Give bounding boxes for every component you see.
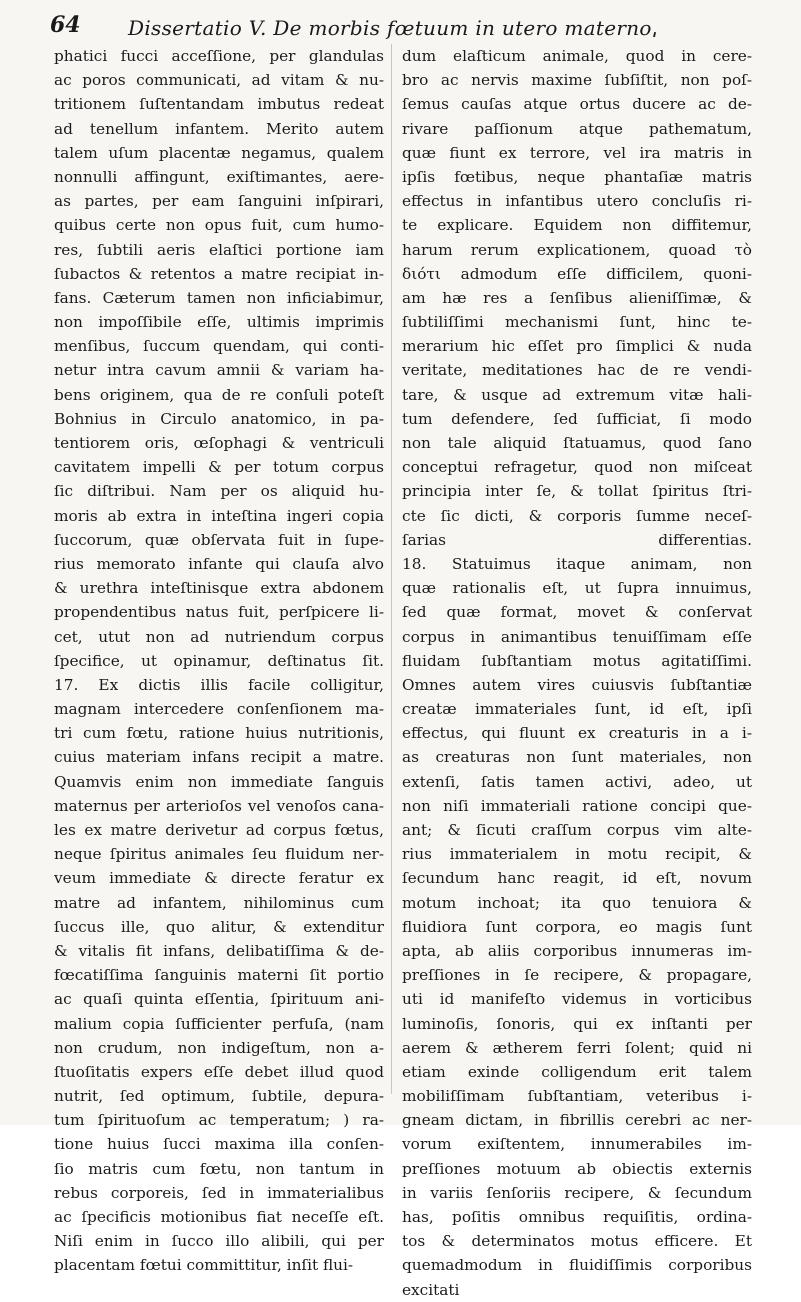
right-column — [402, 44, 752, 1302]
text-line: res, ſubtili aeris elaſtici portione iam — [54, 240, 384, 259]
left-column — [54, 44, 384, 1278]
text-line: talem uſum placentæ negamus, qualem — [54, 143, 384, 162]
text-line: veum immediate & directe feratur ex — [54, 869, 384, 888]
text-line: ſarias differentias. — [402, 530, 752, 549]
column-divider — [391, 44, 392, 1094]
text-line: malium copia ſufficienter perfuſa, (nam — [54, 1014, 384, 1033]
text-line: placentam fœtui committitur, inſit flui- — [54, 1256, 354, 1275]
text-line: corpus in animantibus tenuiſſimam eſſe — [402, 627, 752, 646]
text-line: ac quaſi quinta eſſentia, ſpirituum ani- — [54, 990, 384, 1009]
text-line: tentiorem oris, œſophagi & ventriculi — [54, 434, 384, 452]
text-line: ſubtiliſſimi mechanismi ſunt, hinc te- — [402, 313, 752, 332]
text-line: 17. Ex dictis illis facile colligitur, — [54, 675, 384, 694]
text-line: rius immaterialem in motu recipit, & — [402, 845, 752, 864]
text-line: 18. Statuimus itaque animam, non — [402, 554, 752, 573]
text-line: rivare paſſionum atque pathematum, — [402, 119, 752, 138]
text-line: cet, utut non ad nutriendum corpus — [54, 627, 384, 646]
text-line: rius memorato infante qui clauſa alvo — [54, 554, 384, 573]
text-line: principia inter ſe, & tollat ſpiritus ſtri- — [402, 482, 752, 501]
text-line: in variis ſenſoriis recipere, & ſecundum — [402, 1183, 752, 1202]
text-line: effectus, qui fluunt ex creaturis in a i- — [402, 724, 752, 743]
text-line: ad tenellum infantem. Merito autem — [54, 119, 384, 138]
text-line: & urethra inteſtinisque extra abdonem — [54, 579, 384, 598]
text-line: ſuccorum, quæ obſervata fuit in ſupe- — [54, 530, 384, 549]
text-line: ſed quæ format, movet & conſervat — [402, 603, 752, 622]
text-line: non impoſſibile eſſe, ultimis imprimis — [54, 313, 384, 332]
text-line: fluidam ſubſtantiam motus agitatiſſimi. — [402, 651, 752, 670]
text-line: tare, & usque ad extremum vitæ hali- — [402, 385, 752, 404]
text-line: uti id manifeſto videmus in vorticibus — [402, 990, 752, 1009]
text-line: cte ſic dicti, & corporis ſumme neceſ- — [402, 506, 752, 525]
text-line: fœcatiſſima ſanguinis materni ſit portio — [54, 966, 384, 985]
text-line: vorum exiſtentem, innumerabiles im- — [402, 1135, 752, 1154]
text-line: conceptui refragetur, quod non miſceat — [402, 458, 752, 477]
text-line: Omnes autem vires cuiusvis ſubſtantiæ — [402, 675, 752, 694]
text-line: phatici fucci acceſſione, per glandulas — [54, 47, 384, 65]
text-line: creatæ immateriales ſunt, id eſt, ipſi — [402, 700, 752, 719]
text-line: moris ab extra in inteſtina ingeri copia — [54, 506, 384, 525]
text-line: effectus in infantibus utero concluſis ri- — [402, 192, 752, 211]
text-line: bro ac nervis maxime ſubſiſtit, non poſ- — [402, 71, 752, 90]
text-line: Niſi enim in ſucco illo alibili, qui per — [54, 1232, 384, 1251]
text-line: ac ſpecificis motionibus fiat neceſſe eſt. — [54, 1208, 384, 1226]
text-line: non niſi immateriali ratione concipi que- — [402, 796, 752, 815]
text-line: ant; & ſicuti craſſum corpus vim alte- — [402, 821, 752, 839]
text-line: quibus certe non opus fuit, cum humo- — [54, 216, 384, 235]
text-line: preſſiones in ſe recipere, & propagare, — [402, 966, 752, 985]
text-line: rebus corporeis, ſed in immaterialibus — [54, 1183, 384, 1202]
text-line: bens originem, qua de re conſuli poteſt — [54, 385, 384, 404]
page-number: 64 — [50, 12, 81, 38]
text-line: merarium hic eſſet pro ſimplici & nuda — [402, 337, 752, 356]
text-line: διότι admodum eſſe difficilem, quoni- — [402, 264, 752, 283]
text-line: neque ſpiritus animales ſeu fluidum ner- — [54, 845, 384, 864]
text-line: te explicare. Equidem non diffitemur, — [402, 216, 752, 235]
text-line: les ex matre derivetur ad corpus fœtus, — [54, 821, 384, 839]
text-line: menſibus, ſuccum quendam, qui conti- — [54, 337, 384, 356]
page-header — [50, 12, 740, 42]
text-line: dum elaſticum animale, quod in cere- — [402, 47, 752, 65]
text-line: ſic diſtribui. Nam per os aliquid hu- — [54, 482, 384, 501]
text-line: tum defendere, ſed ſufficiat, ſi modo — [402, 409, 752, 428]
text-line: tos & determinatos motus efficere. Et — [402, 1232, 752, 1251]
text-line: fans. Cæterum tamen non inficiabimur, — [54, 288, 384, 307]
text-line: quemadmodum in fluidiſſimis corporibus — [402, 1256, 752, 1275]
text-line: cavitatem impelli & per totum corpus — [54, 458, 384, 477]
text-line: & vitalis fit infans, delibatiſſima & de- — [54, 941, 384, 960]
text-line: fluidiora ſunt corpora, eo magis ſunt — [402, 917, 752, 936]
text-line: as creaturas non ſunt materiales, non — [402, 748, 752, 767]
text-line: motum inchoat; ita quo tenuiora & — [402, 893, 752, 912]
text-line: ſtuoſitatis expers eſſe debet illud quod — [54, 1062, 384, 1081]
text-line: has, poſitis omnibus requiſitis, ordina- — [402, 1208, 752, 1226]
running-title: Dissertatio V. De morbis fœtuum in utero maternoˌ — [128, 16, 658, 40]
text-line: harum rerum explicationem, quoad τὸ — [402, 240, 752, 259]
text-line: cuius materiam infans recipit a matre. — [54, 748, 384, 767]
text-line: non crudum, non indigeſtum, non a- — [54, 1038, 384, 1057]
text-line: ſubactos & retentos a matre recipiat in- — [54, 264, 384, 283]
text-line: propendentibus natus fuit, perſpicere li- — [54, 603, 384, 622]
text-line: ſuccus ille, quo alitur, & extenditur — [54, 917, 384, 936]
text-line: Quamvis enim non immediate ſanguis — [54, 772, 384, 791]
text-line: quæ rationalis eſt, ut ſupra innuimus, — [402, 579, 752, 598]
text-line: tione huius ſucci maxima illa conſen- — [54, 1135, 384, 1154]
text-line: Bohnius in Circulo anatomico, in pa- — [54, 409, 384, 428]
text-line: extenſi, ſatis tamen activi, adeo, ut — [402, 772, 752, 791]
text-line: preſſiones motuum ab obiectis externis — [402, 1159, 752, 1178]
text-line: tritionem ſuſtentandam imbutus redeat — [54, 95, 384, 114]
text-line: etiam exinde colligendum erit talem — [402, 1062, 752, 1081]
text-line: excitati — [402, 1280, 460, 1299]
text-line: netur intra cavum amnii & variam ha- — [54, 361, 384, 380]
text-line: ſpecifice, ut opinamur, deſtinatus ſit. — [54, 651, 384, 670]
text-line: non tale aliquid ſtatuamus, quod ſano — [402, 434, 752, 452]
text-line: am hæ res a ſenſibus alieniſſimæ, & — [402, 288, 752, 307]
text-line: ſecundum hanc reagit, id eſt, novum — [402, 869, 752, 888]
text-line: magnam intercedere conſenſionem ma- — [54, 700, 384, 719]
text-line: ipſis fœtibus, neque phantaſiæ matris — [402, 167, 752, 186]
text-line: veritate, meditationes hac de re vendi- — [402, 361, 752, 380]
text-line: nonnulli affingunt, exiſtimantes, aere- — [54, 167, 384, 186]
text-line: gneam dictam, in fibrillis cerebri ac ner- — [402, 1111, 752, 1130]
text-line: tum ſpirituoſum ac temperatum; ) ra- — [54, 1111, 384, 1130]
text-line: matre ad infantem, nihilominus cum — [54, 893, 384, 912]
text-line: luminoſis, ſonoris, qui ex inſtanti per — [402, 1014, 752, 1033]
text-line: mobiliſſimam ſubſtantiam, veteribus i- — [402, 1087, 752, 1106]
text-line: quæ fiunt ex terrore, vel ira matris in — [402, 143, 752, 162]
text-line: as partes, per eam ſanguini inſpirari, — [54, 192, 384, 211]
text-line: nutrit, ſed optimum, ſubtile, depura- — [54, 1087, 384, 1106]
text-line: apta, ab aliis corporibus innumeras im- — [402, 941, 752, 960]
text-line: ſemus cauſas atque ortus ducere ac de- — [402, 95, 752, 114]
text-line: tri cum fœtu, ratione huius nutritionis, — [54, 724, 384, 743]
text-line: maternus per arterioſos vel venoſos cana- — [54, 796, 384, 815]
text-line: aerem & ætherem ferri ſolent; quid ni — [402, 1038, 752, 1057]
text-line: ſio matris cum fœtu, non tantum in — [54, 1159, 384, 1178]
text-line: ac poros communicati, ad vitam & nu- — [54, 71, 384, 90]
